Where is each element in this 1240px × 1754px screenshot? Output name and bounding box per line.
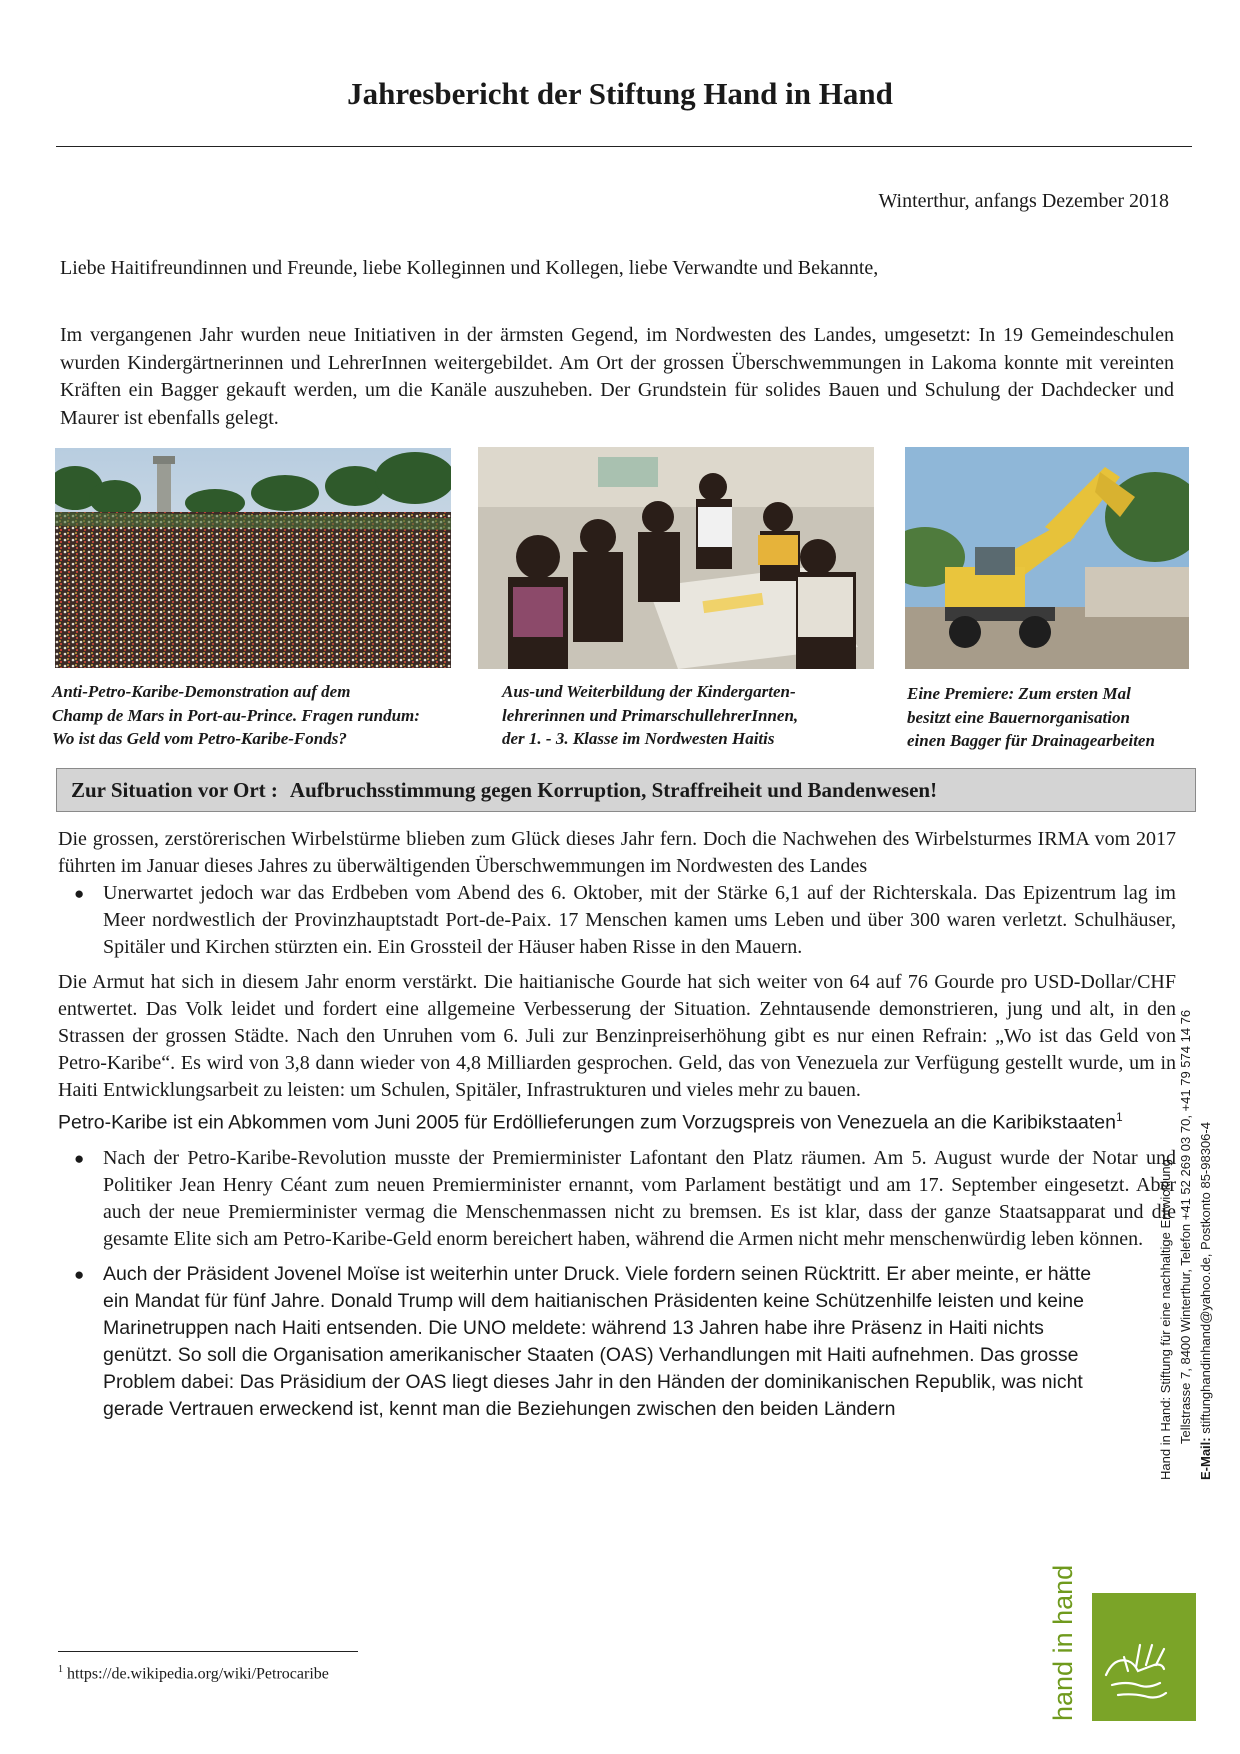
list-item-text: Auch der Präsident Jovenel Moïse ist weiterhin unter Druck. Viele fordern seinen Rücktritt. Er aber meinte, er hätte ein Mandat für fünf Jahre. Donald Trump will dem haitianischen Präsidenten keine Schützenhilfe leisten und keine Marinetruppen nach Haiti entsenden. Die UNO meldete: während 13 Jahren habe ihre Präsenz in Haiti nichts genützt. So soll die Organisation amerikanischer Staaten (OAS) Verhandlungen mit Haiti aufnehmen. Das grosse Problem dabei: Das Präsidium der OAS liegt dieses Jahr in den Händen der dominikanischen Republik, was nicht gerade Vertrauen erweckend ist, kennt man die Beziehungen zwischen den beiden Ländern [103,1262,1092,1420]
sidebar-line [1196,1010,1216,1480]
footnote-number: 1 [58,1664,63,1675]
caption-line: der 1. - 3. Klasse im Nordwesten Haitis [502,729,775,748]
caption-line: Champ de Mars in Port-au-Prince. Fragen rundum: [52,705,420,725]
section-banner [56,768,1196,812]
section-label: Zur Situation vor Ort : [71,777,278,802]
title-rule [56,146,1192,147]
dateline: Winterthur, anfangs Dezember 2018 [878,190,1169,212]
caption-line: Aus-und Weiterbildung der Kindergarten- [502,682,796,701]
section-heading: Aufbruchsstimmung gegen Korruption, Straffreiheit und Bandenwesen! [289,777,938,802]
footnote [58,1664,329,1683]
sidebar-email-line[interactable]: stiftunghandinhand@yahoo.de, Postkonto 85-98306-4 [1198,1122,1213,1434]
sidebar-line [1176,1010,1196,1480]
caption-classroom [502,680,862,751]
list-item-text: Unerwartet jedoch war das Erdbeben vom Abend des 6. Oktober, mit der Stärke 6,1 auf der Richterskala. Das Epizentrum lag im Meer nordwestlich der Provinzhauptstadt Port-de-Paix. 17 Menschen kamen ums Leben und über 300 waren verletzt. Schulhäuser, Spitäler und Kirchen stürzten ein. Ein Grossteil der Häuser haben Risse in den Mauern. [103,882,1176,958]
caption-demonstration [52,680,462,751]
photo-excavator [905,447,1189,669]
bullet-list [58,880,1176,961]
sidebar-line: Hand in Hand: Stiftung für eine nachhaltige Entwicklung [1158,1159,1173,1480]
caption-line: Anti-Petro-Karibe-Demonstration auf dem [52,682,351,701]
sidebar-address-line: Tellstrasse 7, 8400 Winterthur, Telefon +41 52 269 03 70, +41 79 574 14 76 [1178,1009,1193,1444]
logo-text: hand in hand [1048,1564,1078,1721]
body-paragraph: Die grossen, zerstörerischen Wirbelstürme blieben zum Glück dieses Jahr fern. Doch die Nachwehen des Wirbelsturmes IRMA vom 2017 führten im Januar dieses Jahres zu überwältigenden Überschwemmungen im Nordwesten des Landes [58,828,1176,877]
caption-line: einen Bagger für Drainagearbeiten [907,731,1155,750]
greeting: Liebe Haitifreundinnen und Freunde, liebe Kolleginnen und Kollegen, liebe Verwandte und Bekannte, [60,257,879,279]
bullet-list [58,1261,1098,1423]
list-item [58,880,1176,961]
bullet-dot: ● [74,1264,85,1284]
caption-line: Wo ist das Geld vom Petro-Karibe-Fonds? [52,729,347,748]
list-item [58,1145,1176,1253]
sidebar-email-label: E-Mail: [1198,1437,1213,1480]
caption-line: besitzt eine Bauernorganisation [907,707,1130,727]
bullet-dot: ● [74,884,85,903]
photo-classroom [478,447,874,669]
caption-line: lehrerinnen und PrimarschullehrerInnen, [502,705,799,725]
footnote-link[interactable]: https://de.wikipedia.org/wiki/Petrocaribe [67,1665,329,1683]
list-item-text: Nach der Petro-Karibe-Revolution musste der Premierminister Lafontant den Platz räumen. Am 5. August wurde der Notar und Politiker Jean Henry Céant zum neuen Premierminister ernannt, vom Parlament bestätigt und am 17. September eingesetzt. Aber auch der neue Premierminister vermag die Menschenmassen nicht zu bremsen. Es ist klar, dass der ganze Staatsapparat und die gesamte Elite sich am Petro-Karibe-Geld enorm bereichert haben, während die Armen nicht mehr menschenwürdig leben können. [103,1146,1176,1250]
petrocaribe-definition: Petro-Karibe ist ein Abkommen vom Juni 2005 für Erdöllieferungen zum Vorzugspreis von Venezuela an die Karibikstaaten [58,1111,1116,1134]
page-title: Jahresbericht der Stiftung Hand in Hand [347,76,893,111]
caption-excavator [907,682,1197,753]
body-text [58,826,1176,1423]
body-paragraph [58,1104,1176,1137]
body-paragraph: Die Armut hat sich in diesem Jahr enorm verstärkt. Die haitianische Gourde hat sich weiter von 64 auf 76 Gourde pro USD-Dollar/CHF entwertet. Das Volk leidet und fordert eine allgemeine Verbesserung der Situation. Zehntausende demonstrieren, jung und alt, in den Strassen der grossen Städte. Nach den Unruhen vom 6. Juli zur Benzinpreiserhöhung gibt es nur einen Refrain: „Wo ist das Geld von Petro-Karibe“. Es wird von 3,8 dann wieder von 4,8 Milliarden gesprochen. Geld, das von Venezuela zur Verfügung gestellt wurde, um in Haiti Entwicklungsarbeit zu leisten: um Schulen, Spitäler, Infrastrukturen und vieles mehr zu bauen. [58,971,1176,1101]
list-item [58,1261,1098,1423]
bullet-dot: ● [74,1148,85,1168]
caption-line: Eine Premiere: Zum ersten Mal [907,684,1131,703]
photo-demonstration [55,448,451,668]
bullet-list [58,1145,1176,1253]
footnote-rule [58,1651,358,1652]
footnote-ref[interactable]: 1 [1115,1110,1123,1124]
intro-paragraph: Im vergangenen Jahr wurden neue Initiativen in der ärmsten Gegend, im Nordwesten des Landes, umgesetzt: In 19 Gemeindeschulen wurden Kindergärtnerinnen und LehrerInnen weitergebildet. Am Ort der grossen Überschwemmungen in Lakoma konnte mit vereinten Kräften ein Bagger gekauft werden, um die Kanäle auszuheben. Der Grundstein für solides Bauen und Schulung der Dachdecker und Maurer ist ebenfalls gelegt. [60,324,1174,429]
sidebar-text [1156,1010,1216,1480]
